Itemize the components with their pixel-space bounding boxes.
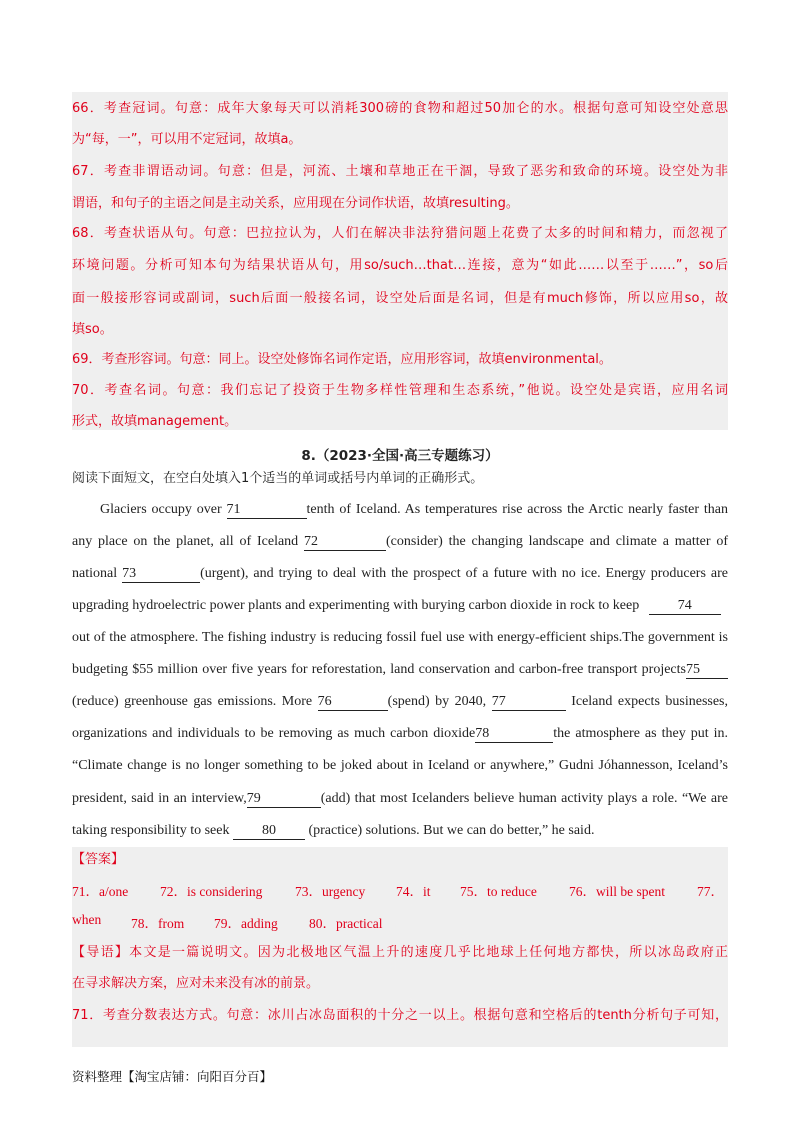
explanation-68-line2: 环境问题。分析可知本句为结果状语从句，用so/such…that…连接，意为“如此……以至于……”，so后 — [72, 258, 728, 273]
passage-text: organizations and individuals to be removing as much carbon dioxide — [72, 726, 476, 741]
passage-text: Glaciers occupy over — [100, 502, 222, 517]
passage-line-5: out of the atmosphere. The fishing industry is reducing fossil fuel use with energy-efficient ships.The government is — [72, 630, 728, 645]
passage-text: taking responsibility to seek — [72, 823, 230, 838]
passage-line-7 — [72, 692, 728, 712]
explanation-69: 69．考查形容词。句意：同上。设空处修饰名词作定语，应用形容词，故填environmental。 — [72, 352, 612, 367]
passage-line-4 — [72, 596, 752, 616]
answer-78: 78．from — [131, 916, 185, 931]
explanation-66-line2: 为“每，一”，可以用不定冠词，故填a。 — [72, 132, 302, 147]
passage-line-2 — [72, 532, 728, 552]
passage-line-9: “Climate change is no longer something to be joked about in Iceland or anywhere,” Gudni Jóhannesson, Iceland’s — [72, 758, 728, 773]
passage-line-3 — [72, 564, 728, 584]
explanation-71: 71．考查分数表达方式。句意：冰川占冰岛面积的十分之一以上。根据句意和空格后的tenth分析句子可知， — [72, 1008, 728, 1023]
blank-74[interactable]: 74 — [649, 598, 721, 615]
guide-line1: 【导语】本文是一篇说明文。因为北极地区气温上升的速度几乎比地球上任何地方都快，所以冰岛政府正 — [72, 945, 728, 960]
passage-line-11 — [72, 821, 728, 841]
answer-label: 【答案】 — [72, 852, 125, 867]
passage-text: budgeting $55 million over five years for reforestation, land conservation and carbon-free transport projects — [72, 662, 686, 677]
section-title: 8.（2023·全国·高三专题练习） — [301, 448, 499, 464]
passage-text: Iceland expects businesses, — [571, 694, 729, 709]
blank-79[interactable]: 79 — [247, 791, 321, 808]
instruction: 阅读下面短文，在空白处填入1个适当的单词或括号内单词的正确形式。 — [72, 471, 484, 486]
answer-79: 79．adding — [214, 916, 278, 931]
answer-71: 71．a/one — [72, 884, 129, 899]
blank-77[interactable]: 77 — [492, 694, 566, 711]
blank-75[interactable]: 75 — [686, 662, 728, 679]
passage-line-6 — [72, 660, 728, 680]
passage-text: upgrading hydroelectric power plants and experimenting with burying carbon dioxide in rock to keep — [72, 598, 640, 613]
blank-72[interactable]: 72 — [304, 534, 386, 551]
blank-76[interactable]: 76 — [318, 694, 388, 711]
passage-line-8 — [72, 724, 728, 744]
explanation-67-line1: 67．考查非谓语动词。句意：但是，河流、土壤和草地正在干涸，导致了恶劣和致命的环境。设空处为非 — [72, 164, 728, 179]
passage-text: (add) that most Icelanders believe human activity plays a role. “We are — [320, 791, 728, 806]
blank-80[interactable]: 80 — [233, 823, 305, 840]
answer-77: when — [72, 912, 102, 927]
footer-source: 资料整理【淘宝店铺：向阳百分百】 — [72, 1069, 273, 1084]
answer-74: 74．it — [396, 884, 431, 899]
passage-text: (reduce) greenhouse gas emissions. More — [72, 694, 313, 709]
explanation-67-line2: 谓语，和句子的主语之间是主动关系，应用现在分词作状语，故填resulting。 — [72, 196, 519, 211]
blank-78[interactable]: 78 — [475, 726, 553, 743]
explanation-68-line1: 68．考查状语从句。句意：巴拉拉认为，人们在解决非法狩猎问题上花费了太多的时间和精力，而忽视了 — [72, 226, 728, 241]
explanation-68-line3: 面一般接形容词或副词，such后面一般接名词，设空处后面是名词，但是有much修饰，所以应用so，故 — [72, 291, 728, 306]
answer-76: 76．will be spent — [569, 884, 665, 899]
passage-text: (consider) the changing landscape and climate a matter of — [386, 534, 729, 549]
blank-71[interactable]: 71 — [227, 502, 307, 519]
passage-text: any place on the planet, all of Iceland — [72, 534, 299, 549]
guide-line2: 在寻求解决方案，应对未来没有冰的前景。 — [72, 976, 320, 991]
passage-text: (urgent), and trying to deal with the prospect of a future with no ice. Energy producers are — [200, 566, 728, 581]
answer-80: 80．practical — [309, 916, 383, 931]
passage-text: (spend) by 2040, — [387, 694, 487, 709]
passage-text: (practice) solutions. But we can do better,” he said. — [308, 823, 595, 838]
passage-text: the atmosphere as they put in. — [553, 726, 728, 741]
passage-line-10 — [72, 789, 728, 809]
passage-text: tenth of Iceland. As temperatures rise across the Arctic nearly faster than — [306, 502, 728, 517]
explanation-70-line2: 形式，故填management。 — [72, 414, 238, 429]
passage-text: president, said in an interview, — [72, 791, 247, 806]
answer-77-number: 77． — [697, 884, 724, 899]
answer-75: 75．to reduce — [460, 884, 537, 899]
explanation-66-line1: 66．考查冠词。句意：成年大象每天可以消耗300磅的食物和超过50加仑的水。根据句意可知设空处意思 — [72, 101, 728, 116]
answer-72: 72．is considering — [160, 884, 263, 899]
answer-73: 73．urgency — [295, 884, 366, 899]
passage-line-1 — [100, 500, 728, 520]
explanation-68-line4: 填so。 — [72, 322, 113, 337]
explanation-70-line1: 70．考查名词。句意：我们忘记了投资于生物多样性管理和生态系统，”他说。设空处是宾语，应用名词 — [72, 383, 728, 398]
passage-text: national — [72, 566, 118, 581]
blank-73[interactable]: 73 — [122, 566, 200, 583]
